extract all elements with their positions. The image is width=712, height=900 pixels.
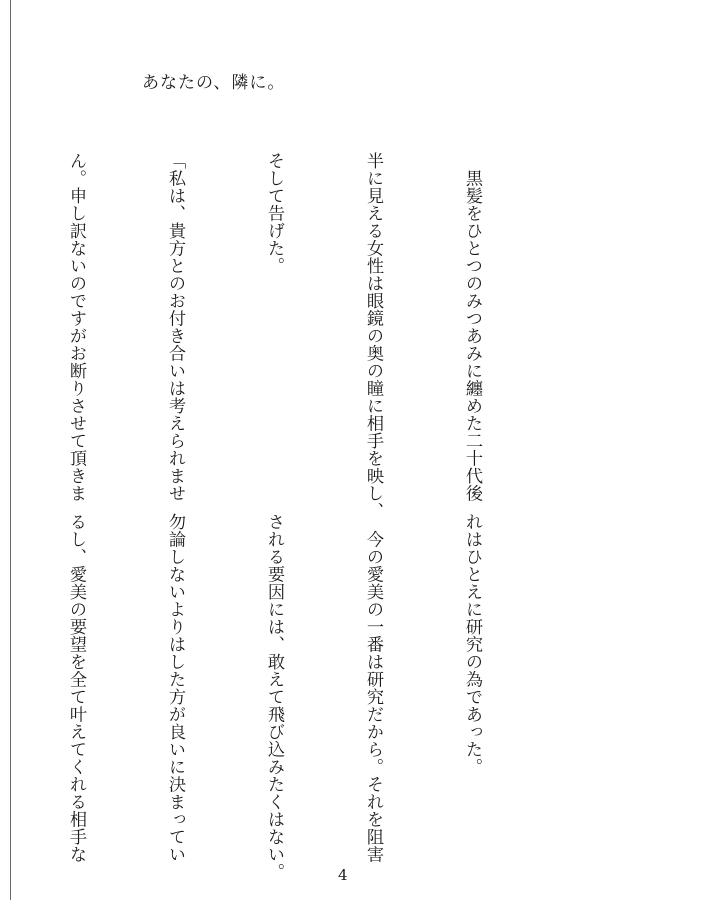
text-line: される要因には、敢えて飛び込みたくはない。: [264, 513, 284, 881]
text-line: 半に見える女性は眼鏡の奥の瞳に相手を映し、: [363, 152, 383, 520]
chapter-title: あなたの、隣に。: [142, 73, 286, 93]
text-line: 「私は、貴方とのお付き合いは考えられませ: [165, 152, 185, 502]
body-text-upper: [0, 152, 554, 520]
text-line: 勿論しないよりはした方が良いに決まってい: [165, 513, 185, 863]
text-line: れはひとえに研究の為であった。: [462, 513, 482, 776]
page-number: 4: [338, 866, 348, 884]
text-line: るし、愛美の要望を全て叶えてくれる相手な: [66, 513, 86, 863]
text-line: 黒髪をひとつのみつあみに纏めた二十代後: [462, 152, 482, 502]
text-line: ん。申し訳ないのですがお断りさせて頂きま: [66, 152, 86, 502]
text-line: そして告げた。: [264, 152, 284, 275]
body-text-lower: [0, 513, 554, 881]
text-line: 今の愛美の一番は研究だから。それを阻害: [363, 513, 383, 863]
